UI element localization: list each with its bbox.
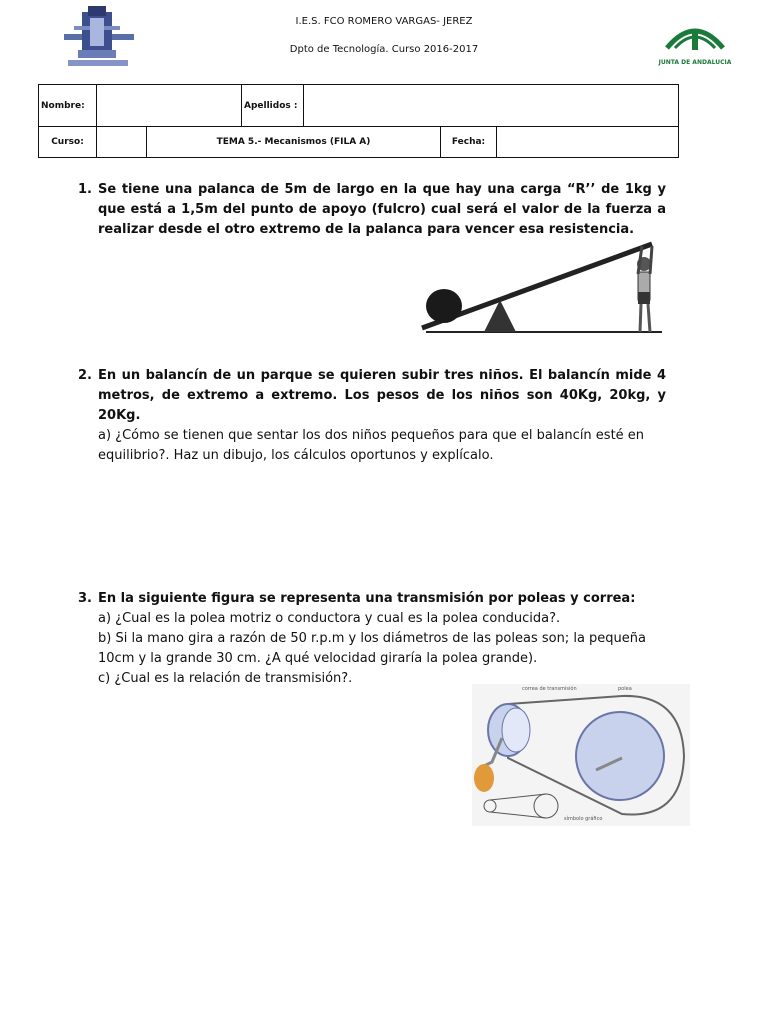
question-number: 2. bbox=[78, 368, 92, 383]
pulley-belt-illustration bbox=[472, 684, 690, 826]
question-text: En la siguiente figura se representa una transmisión por poleas y correa: bbox=[98, 591, 636, 606]
school-logo bbox=[52, 4, 142, 70]
question-sub-a: a) ¿Cómo se tienen que sentar los dos niños pequeños para que el balancín esté en equilibrio?. Haz un dibujo, los cálculos oportunos y explícalo. bbox=[98, 428, 645, 463]
department-line: Dpto de Tecnología. Curso 2016-2017 bbox=[289, 44, 479, 55]
curso-label: Curso: bbox=[39, 127, 97, 158]
nombre-field[interactable] bbox=[97, 85, 242, 127]
question-sub-b: b) Si la mano gira a razón de 50 r.p.m y los diámetros de las poleas son; la pequeña 10cm y la grande 30 cm. ¿A qué velocidad giraría la polea grande). bbox=[98, 631, 646, 666]
symbol-label: símbolo gráfico bbox=[564, 816, 603, 822]
junta-andalucia-logo bbox=[657, 18, 733, 68]
question-sub-c: c) ¿Cual es la relación de transmisión?. bbox=[98, 671, 353, 686]
school-name: I.E.S. FCO ROMERO VARGAS- JEREZ bbox=[295, 16, 473, 27]
question-number: 1. bbox=[78, 182, 92, 197]
apellidos-field[interactable] bbox=[304, 85, 679, 127]
junta-logo-text: JUNTA DE ANDALUCIA bbox=[658, 59, 732, 66]
student-info-table bbox=[38, 84, 679, 158]
question-3 bbox=[78, 589, 666, 689]
question-text: En un balancín de un parque se quieren subir tres niños. El balancín mide 4 metros, de extremo a extremo. Los pesos de los niños son 40Kg, 20kg, y 20Kg. bbox=[98, 368, 666, 423]
nombre-label: Nombre: bbox=[39, 85, 97, 127]
question-1 bbox=[78, 180, 666, 240]
belt-label: correa de transmisión bbox=[522, 686, 577, 692]
question-text: Se tiene una palanca de 5m de largo en la que hay una carga “R’’ de 1kg y que está a 1,5m del punto de apoyo (fulcro) cual será el valor de la fuerza a realizar desde el otro extremo de la palanca para vencer esa resistencia. bbox=[98, 182, 666, 237]
tema-title: TEMA 5.- Mecanismos (FILA A) bbox=[147, 127, 441, 158]
fecha-label: Fecha: bbox=[441, 127, 497, 158]
curso-field[interactable] bbox=[97, 127, 147, 158]
lever-illustration bbox=[418, 236, 662, 342]
apellidos-label: Apellidos : bbox=[242, 85, 304, 127]
question-2 bbox=[78, 366, 666, 466]
question-sub-a: a) ¿Cual es la polea motriz o conductora y cual es la polea conducida?. bbox=[98, 611, 561, 626]
fecha-field[interactable] bbox=[497, 127, 679, 158]
question-number: 3. bbox=[78, 591, 92, 606]
pulley-label: polea bbox=[618, 686, 632, 692]
